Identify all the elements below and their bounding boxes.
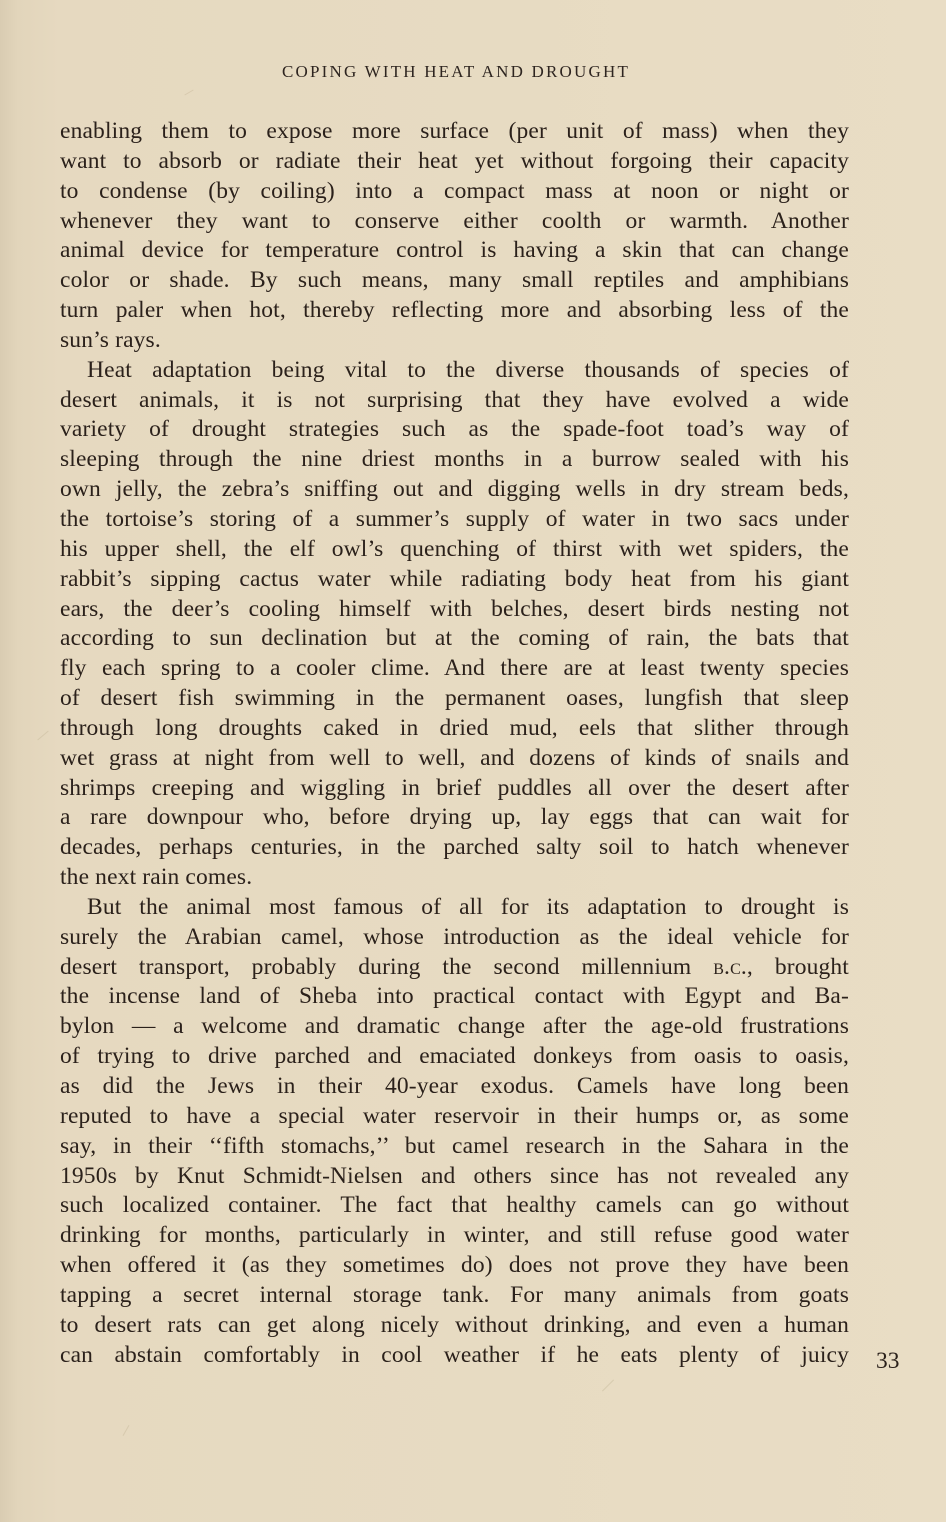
text-line: want to absorb or radiate their heat yet without forgoing their capacity — [60, 147, 849, 174]
text-line: own jelly, the zebra’s sniffing out and digging wells in dry stream beds, — [60, 476, 849, 503]
text-line: Heat adaptation being vital to the diverse thousands of species of — [87, 356, 849, 383]
text-line: ears, the deer’s cooling himself with belches, desert birds nesting not — [60, 595, 849, 622]
paragraph — [60, 893, 849, 1371]
text-line: enabling them to expose more surface (per unit of mass) when they — [60, 118, 849, 144]
text-line: color or shade. By such means, many small reptiles and amphibians — [60, 267, 849, 294]
text-line: the next rain comes. — [60, 864, 253, 891]
text-line: 1950s by Knut Schmidt-Nielsen and others since has not revealed any — [60, 1162, 849, 1189]
text-line: the incense land of Sheba into practical contact with Egypt and Ba- — [60, 983, 849, 1010]
text-line: of desert fish swimming in the permanent oases, lungfish that sleep — [60, 685, 849, 712]
text-line: reputed to have a special water reservoir in their humps or, as some — [60, 1102, 849, 1129]
text-line: decades, perhaps centuries, in the parched salty soil to hatch whenever — [60, 834, 849, 861]
paper-fleck — [602, 1379, 614, 1391]
text-line: sleeping through the nine driest months in a burrow sealed with his — [60, 446, 849, 473]
text-line: tapping a secret internal storage tank. For many animals from goats — [60, 1281, 849, 1308]
text-line: But the animal most famous of all for its adaptation to drought is — [87, 893, 849, 920]
paragraph — [60, 356, 849, 893]
text-line: bylon — a welcome and dramatic change after the age-old frustrations — [60, 1013, 849, 1040]
paper-fleck — [123, 1425, 130, 1436]
text-line: such localized container. The fact that healthy camels can go without — [60, 1192, 849, 1219]
text-line: can abstain comfortably in cool weather if he eats plenty of juicy — [60, 1341, 849, 1368]
text-line: according to sun declination but at the coming of rain, the bats that — [60, 625, 849, 652]
text-line: shrimps creeping and wiggling in brief puddles all over the desert after — [60, 774, 849, 801]
text-line: his upper shell, the elf owl’s quenching of thirst with wet spiders, the — [60, 535, 849, 562]
text-run: desert transport, probably during the second millennium — [60, 953, 714, 980]
text-line: turn paler when hot, thereby reflecting more and absorbing less of the — [60, 297, 849, 324]
text-line: as did the Jews in their 40-year exodus. Camels have long been — [60, 1073, 849, 1099]
text-line: wet grass at night from well to well, and dozens of kinds of snails and — [60, 744, 849, 771]
text-line: whenever they want to conserve either coolth or warmth. Another — [60, 207, 849, 234]
text-line: variety of drought strategies such as the spade-foot toad’s way of — [60, 416, 849, 443]
text-line: desert animals, it is not surprising that they have evolved a wide — [60, 386, 849, 413]
text-line: the tortoise’s storing of a summer’s supply of water in two sacs under — [60, 505, 849, 532]
text-run: , brought — [746, 953, 849, 980]
text-line: to condense (by coiling) into a compact mass at noon or night or — [60, 177, 849, 204]
text-line: of trying to drive parched and emaciated donkeys from oasis to oasis, — [60, 1043, 849, 1070]
paper-fleck — [37, 731, 48, 741]
text-line: surely the Arabian camel, whose introduction as the ideal vehicle for — [60, 923, 849, 950]
text-line: a rare downpour who, before drying up, lay eggs that can wait for — [60, 804, 849, 831]
page-number: 33 — [876, 1348, 900, 1374]
text-line: rabbit’s sipping cactus water while radiating body heat from his giant — [60, 565, 849, 592]
text-line: drinking for months, particularly in winter, and still refuse good water — [60, 1222, 849, 1249]
text-line: animal device for temperature control is having a skin that can change — [60, 237, 849, 264]
text-line — [60, 953, 849, 983]
text-line: fly each spring to a cooler clime. And there are at least twenty species — [60, 655, 849, 682]
era-abbreviation: b.c. — [713, 953, 747, 980]
running-head: COPING WITH HEAT AND DROUGHT — [281, 62, 631, 81]
body-text — [60, 117, 849, 1370]
text-line: through long droughts caked in dried mud, eels that slither through — [60, 714, 849, 741]
paragraph — [60, 117, 849, 356]
text-line: when offered it (as they sometimes do) does not prove they have been — [60, 1252, 849, 1279]
text-line: sun’s rays. — [60, 326, 161, 353]
text-line: to desert rats can get along nicely without drinking, and even a human — [60, 1311, 849, 1338]
paper-fleck — [184, 90, 193, 96]
text-line: say, in their ‘‘fifth stomachs,’’ but camel research in the Sahara in the — [60, 1132, 849, 1159]
